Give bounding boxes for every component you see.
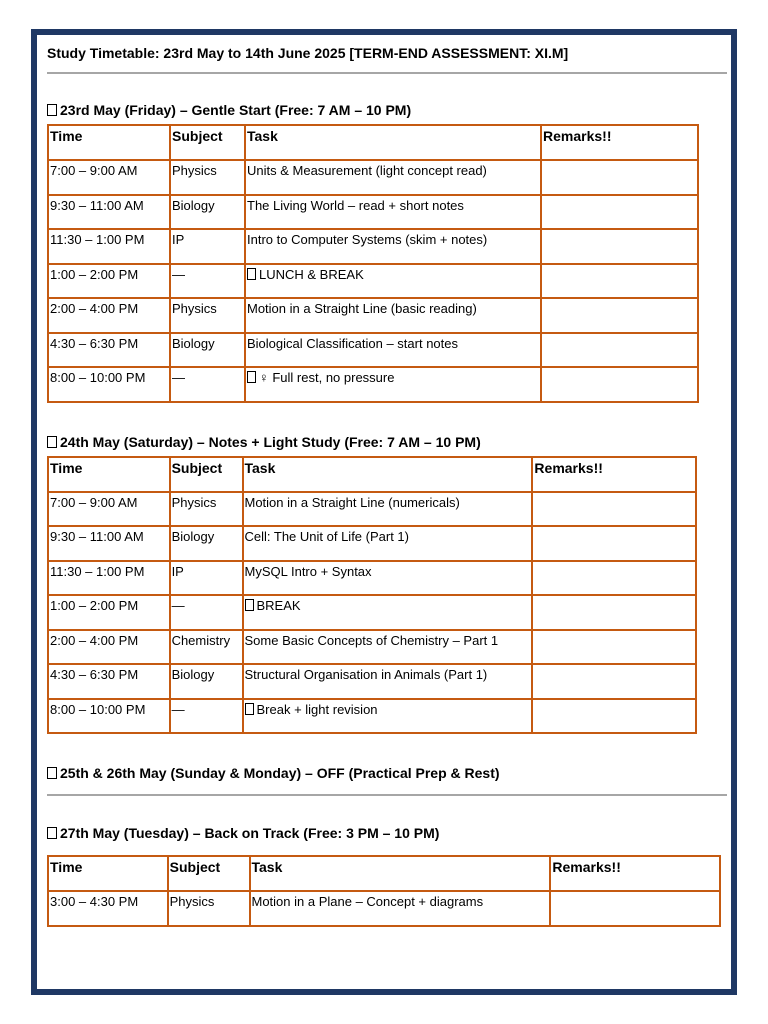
column-header-subject: Subject <box>170 457 243 492</box>
table-row <box>48 664 696 699</box>
cell-text: Biology <box>171 529 215 544</box>
cell-text: Some Basic Concepts of Chemistry – Part 1 <box>244 632 499 648</box>
cell-remarks <box>532 664 696 699</box>
table-row <box>48 630 696 665</box>
table-row <box>48 298 698 333</box>
column-header-time: Time <box>48 856 168 891</box>
cell-task <box>243 699 533 734</box>
cell-subject <box>170 160 245 195</box>
cell-text: 1:00 – 2:00 PM <box>50 598 139 613</box>
cell-text: Cell: The Unit of Life (Part 1) <box>244 529 409 544</box>
cell-time <box>48 595 170 630</box>
cell-subject <box>170 229 245 264</box>
cell-text: 3:00 – 4:30 PM <box>50 894 139 909</box>
cell-text: 11:30 – 1:00 PM <box>50 232 145 247</box>
document-title: Study Timetable: 23rd May to 14th June 2025 [TERM-END ASSESSMENT: XI.M] <box>47 45 569 61</box>
day-heading-text: 27th May (Tuesday) – Back on Track (Free: 3 PM – 10 PM) <box>60 825 440 841</box>
cell-subject <box>170 699 243 734</box>
cell-text: 1:00 – 2:00 PM <box>50 266 139 282</box>
cell-text: 7:00 – 9:00 AM <box>50 494 138 510</box>
cell-text: Physics <box>171 494 217 510</box>
cell-remarks <box>541 229 698 264</box>
cell-time <box>48 492 170 527</box>
table-row <box>48 891 720 926</box>
cell-task <box>245 298 541 333</box>
table-row <box>48 264 698 299</box>
column-header-remarks: Remarks!! <box>532 457 696 492</box>
cell-remarks <box>541 160 698 195</box>
cell-task <box>245 333 541 368</box>
cell-time <box>48 333 170 368</box>
cell-text: ♀ Full rest, no pressure <box>259 370 395 385</box>
cell-text: Physics <box>169 894 215 909</box>
table-header-row <box>48 856 720 891</box>
cell-text: 4:30 – 6:30 PM <box>50 335 139 351</box>
column-header-subject: Subject <box>168 856 250 891</box>
horizontal-rule <box>47 72 727 74</box>
cell-remarks <box>541 333 698 368</box>
timetable-table <box>47 855 721 927</box>
table-row <box>48 561 696 596</box>
cell-text: — <box>172 266 185 282</box>
cell-remarks <box>532 595 696 630</box>
cell-text: 2:00 – 4:00 PM <box>50 632 139 648</box>
cell-subject <box>170 195 245 230</box>
table-row <box>48 229 698 264</box>
cell-text: Chemistry <box>171 632 231 648</box>
cell-task <box>245 367 541 402</box>
cell-text: Biology <box>172 197 215 213</box>
column-header-task: Task <box>243 457 533 492</box>
column-header-task: Task <box>250 856 551 891</box>
cell-time <box>48 630 170 665</box>
timetable-table <box>47 456 697 735</box>
day-heading-text: 25th & 26th May (Sunday & Monday) – OFF (Practical Prep & Rest) <box>60 765 500 781</box>
cell-text: Physics <box>172 163 217 178</box>
cell-text: 7:00 – 9:00 AM <box>50 163 138 178</box>
cell-text: 9:30 – 11:00 AM <box>50 529 144 544</box>
column-header-task: Task <box>245 125 541 160</box>
cell-text: Motion in a Straight Line (basic reading) <box>247 301 477 316</box>
cell-text: BREAK <box>256 598 301 613</box>
cell-task <box>245 229 541 264</box>
cell-remarks <box>541 367 698 402</box>
cell-subject <box>170 492 243 527</box>
cell-time <box>48 367 170 402</box>
cell-task <box>245 160 541 195</box>
horizontal-rule <box>47 794 727 796</box>
cell-subject <box>170 630 243 665</box>
day-heading <box>47 433 727 451</box>
table-row <box>48 492 696 527</box>
calendar-icon <box>47 104 57 116</box>
emoji-icon <box>245 703 254 715</box>
cell-time <box>48 664 170 699</box>
cell-time <box>48 195 170 230</box>
cell-text: Biology <box>172 335 215 351</box>
cell-remarks <box>541 195 698 230</box>
cell-task <box>243 630 533 665</box>
cell-text: LUNCH & BREAK <box>259 266 364 282</box>
day-heading <box>47 824 727 842</box>
cell-text: Intro to Computer Systems (skim + notes) <box>247 232 488 247</box>
table-row <box>48 699 696 734</box>
cell-remarks <box>550 891 720 926</box>
table-row <box>48 526 696 561</box>
cell-text: — <box>171 598 185 613</box>
table-row <box>48 333 698 368</box>
cell-time <box>48 561 170 596</box>
cell-text: 11:30 – 1:00 PM <box>50 563 145 579</box>
cell-text: Motion in a Plane – Concept + diagrams <box>251 894 484 909</box>
cell-text: 4:30 – 6:30 PM <box>50 667 139 682</box>
column-header-remarks: Remarks!! <box>550 856 720 891</box>
cell-text: 2:00 – 4:00 PM <box>50 301 139 316</box>
cell-remarks <box>532 561 696 596</box>
cell-subject <box>170 561 243 596</box>
column-header-subject: Subject <box>170 125 245 160</box>
cell-subject <box>170 664 243 699</box>
cell-subject <box>170 595 243 630</box>
cell-text: Biology <box>171 667 215 682</box>
column-header-time: Time <box>48 457 170 492</box>
page-frame <box>31 29 737 995</box>
cell-task <box>245 195 541 230</box>
cell-text: Motion in a Straight Line (numericals) <box>244 494 460 510</box>
cell-time <box>48 891 168 926</box>
calendar-icon <box>47 827 57 839</box>
timetable-table <box>47 124 699 403</box>
cell-task <box>250 891 551 926</box>
cell-time <box>48 264 170 299</box>
document-body <box>47 43 727 927</box>
cell-subject <box>168 891 250 926</box>
cell-text: — <box>171 701 185 717</box>
cell-remarks <box>532 492 696 527</box>
day-heading <box>47 764 727 782</box>
cell-task <box>243 595 533 630</box>
cell-subject <box>170 526 243 561</box>
calendar-icon <box>47 436 57 448</box>
cell-remarks <box>532 630 696 665</box>
day-heading <box>47 101 727 119</box>
cell-task <box>243 526 533 561</box>
emoji-icon <box>245 599 254 611</box>
cell-text: IP <box>172 232 185 247</box>
cell-subject <box>170 333 245 368</box>
cell-text: 8:00 – 10:00 PM <box>50 370 146 385</box>
cell-remarks <box>532 526 696 561</box>
cell-subject <box>170 367 245 402</box>
cell-remarks <box>532 699 696 734</box>
cell-remarks <box>541 298 698 333</box>
calendar-icon <box>47 767 57 779</box>
table-header-row <box>48 457 696 492</box>
cell-task <box>243 561 533 596</box>
cell-time <box>48 229 170 264</box>
cell-text: Units & Measurement (light concept read) <box>247 163 487 178</box>
emoji-icon <box>247 371 256 383</box>
cell-text: IP <box>171 563 184 579</box>
cell-task <box>243 664 533 699</box>
cell-text: Physics <box>172 301 217 316</box>
table-row <box>48 367 698 402</box>
table-row <box>48 160 698 195</box>
day-heading-text: 23rd May (Friday) – Gentle Start (Free: 7 AM – 10 PM) <box>60 102 412 118</box>
cell-remarks <box>541 264 698 299</box>
cell-task <box>245 264 541 299</box>
cell-text: Break + light revision <box>256 701 378 717</box>
cell-text: Structural Organisation in Animals (Part 1) <box>244 667 488 682</box>
cell-subject <box>170 264 245 299</box>
cell-text: — <box>172 370 185 385</box>
table-row <box>48 595 696 630</box>
cell-text: 8:00 – 10:00 PM <box>50 701 146 717</box>
cell-task <box>243 492 533 527</box>
cell-text: MySQL Intro + Syntax <box>244 563 372 579</box>
cell-time <box>48 298 170 333</box>
cell-time <box>48 526 170 561</box>
emoji-icon <box>247 268 256 280</box>
column-header-remarks: Remarks!! <box>541 125 698 160</box>
cell-text: 9:30 – 11:00 AM <box>50 197 144 213</box>
cell-subject <box>170 298 245 333</box>
cell-time <box>48 160 170 195</box>
column-header-time: Time <box>48 125 170 160</box>
cell-time <box>48 699 170 734</box>
table-header-row <box>48 125 698 160</box>
cell-text: Biological Classification – start notes <box>247 335 458 351</box>
table-row <box>48 195 698 230</box>
cell-text: The Living World – read + short notes <box>247 197 464 213</box>
day-heading-text: 24th May (Saturday) – Notes + Light Study (Free: 7 AM – 10 PM) <box>60 433 481 450</box>
